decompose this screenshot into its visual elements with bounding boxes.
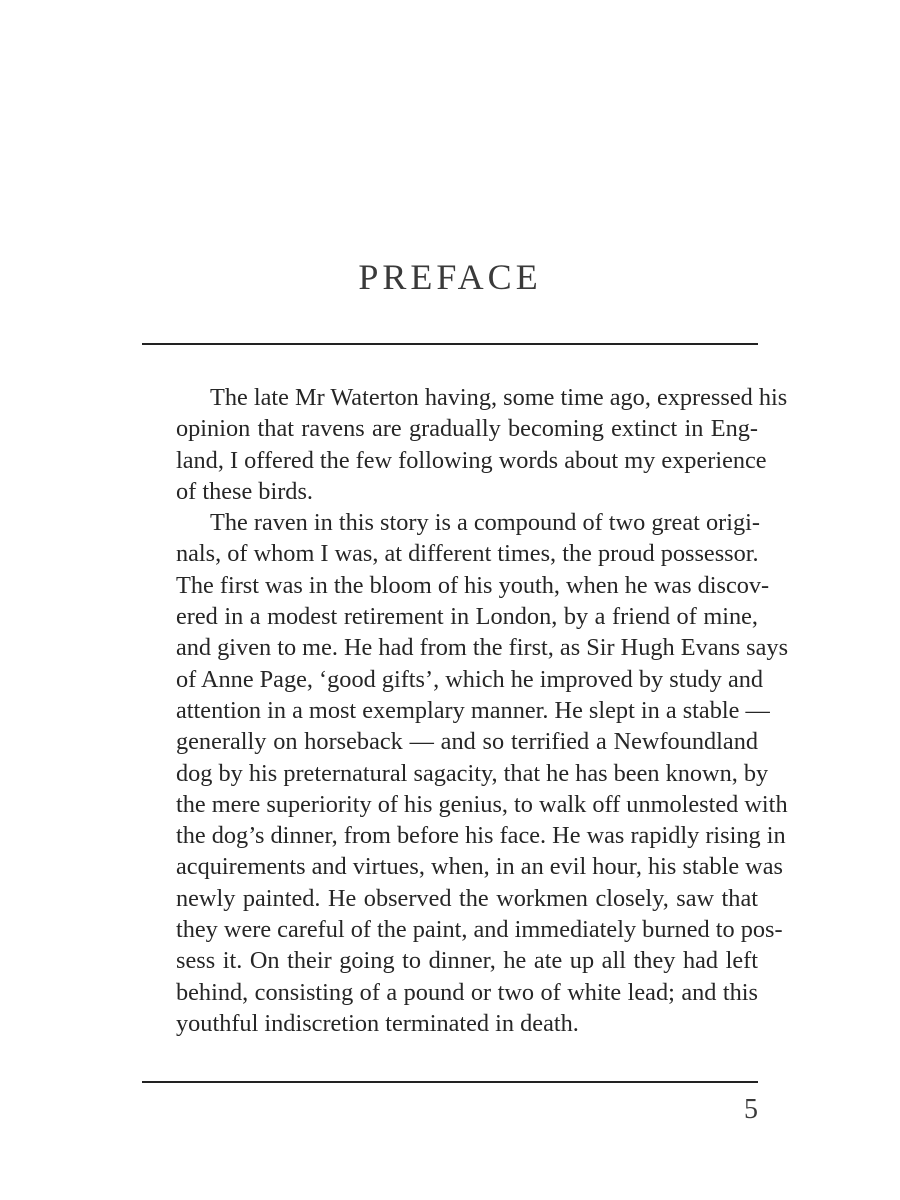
text-line: of Anne Page, ‘good gifts’, which he improved by study and [176, 665, 764, 693]
paragraph-1 [142, 382, 788, 507]
text-line: The late Mr Waterton having, some time ago, expressed his [210, 384, 788, 411]
preface-body [142, 382, 789, 1039]
text-line: behind, consisting of a pound or two of white lead; and this [176, 978, 758, 1006]
text-line: The raven in this story is a compound of two great origi- [210, 509, 760, 537]
text-line: ered in a modest retirement in London, by a friend of mine, [176, 603, 758, 631]
text-line: and given to me. He had from the first, as Sir Hugh Evans says [176, 634, 789, 662]
text-line: nals, of whom I was, at different times, the proud possessor. [176, 540, 759, 568]
text-line: newly painted. He observed the workmen closely, saw that [176, 884, 758, 912]
text-line: land, I offered the few following words about my experience [176, 446, 767, 474]
text-line: acquirements and virtues, when, in an evil hour, his stable was [176, 853, 783, 881]
text-line: the mere superiority of his genius, to walk off unmolested with [176, 790, 788, 818]
text-line: they were careful of the paint, and immediately burned to pos- [176, 916, 783, 944]
top-rule [142, 343, 758, 345]
text-line: The first was in the bloom of his youth, when he was discov- [176, 571, 770, 599]
text-line: attention in a most exemplary manner. He slept in a stable — [176, 696, 770, 724]
text-line: generally on horseback — and so terrified a Newfoundland [176, 728, 758, 756]
page-number: 5 [744, 1094, 758, 1125]
paragraph-2 [142, 507, 789, 1039]
bottom-rule [142, 1081, 758, 1083]
text-line: of these birds. [176, 477, 313, 505]
text-line: opinion that ravens are gradually becoming extinct in Eng- [176, 415, 758, 443]
chapter-heading: PREFACE [358, 257, 542, 297]
text-line: the dog’s dinner, from before his face. He was rapidly rising in [176, 822, 786, 850]
text-line: youthful indiscretion terminated in death. [176, 1009, 579, 1037]
text-line: dog by his preternatural sagacity, that he has been known, by [176, 759, 769, 787]
text-line: sess it. On their going to dinner, he ate up all they had left [176, 947, 758, 975]
